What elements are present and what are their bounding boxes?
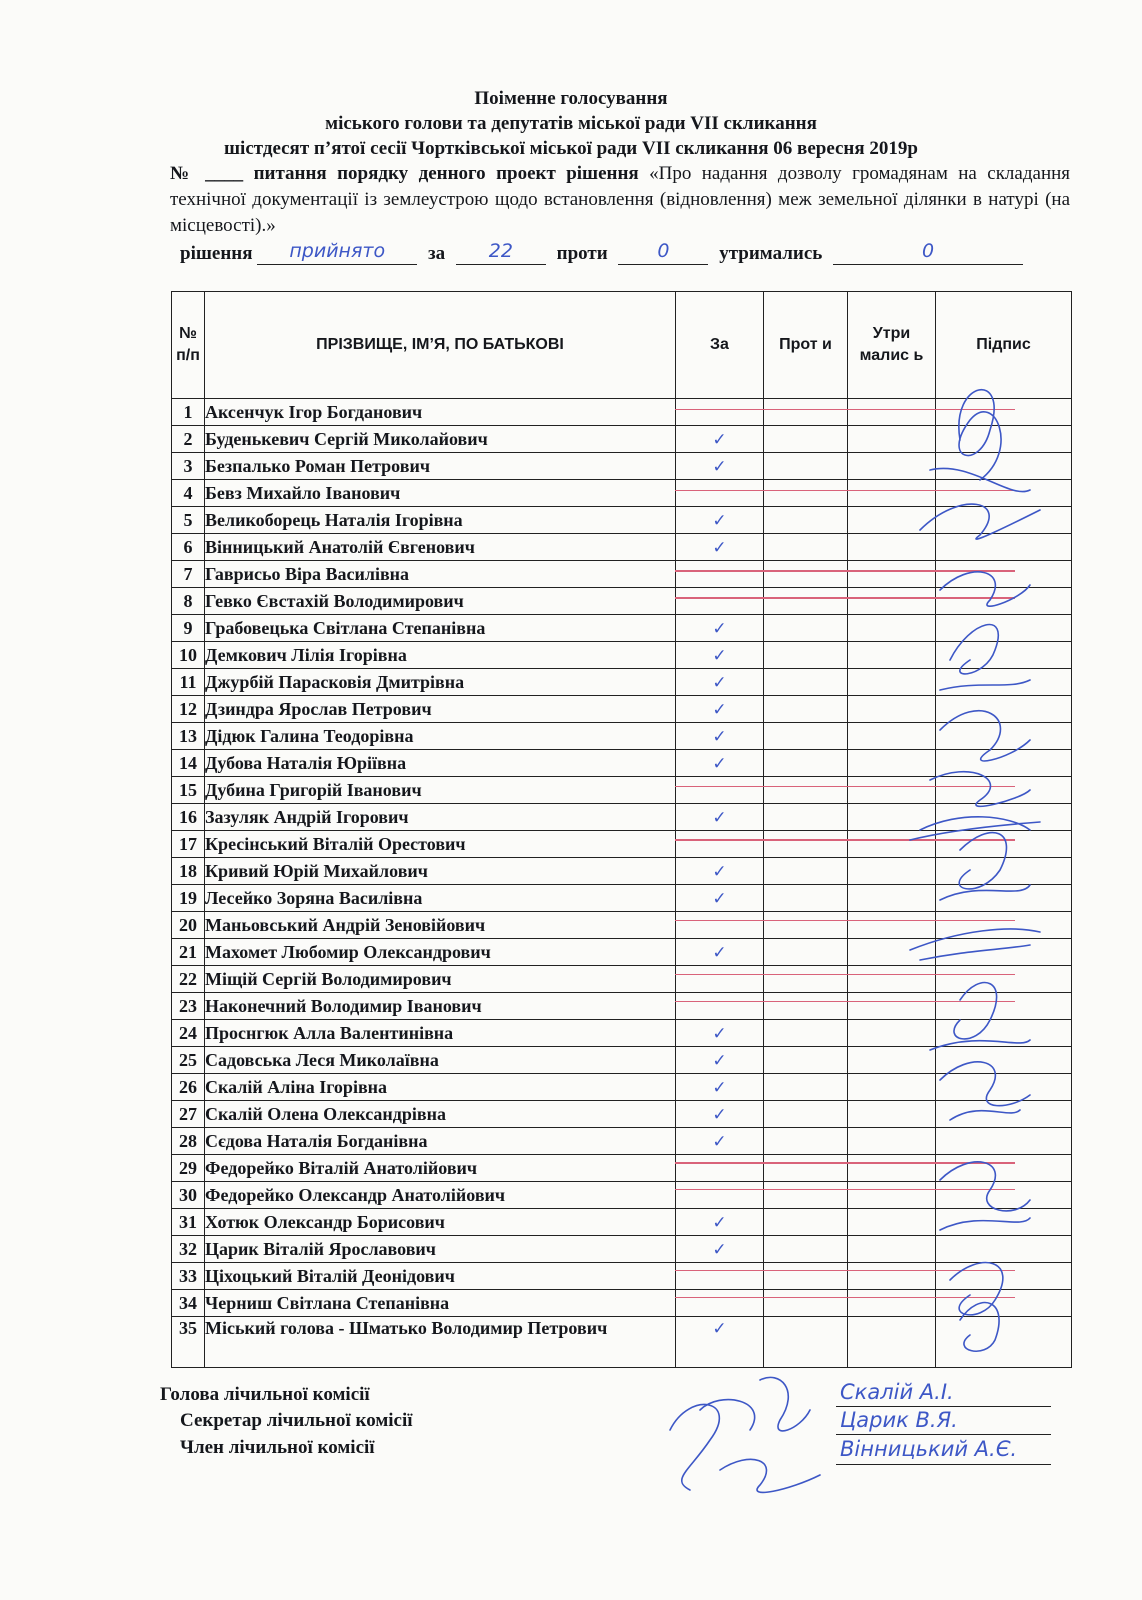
row-number: 5: [172, 507, 205, 534]
abstained-value: 0: [833, 240, 1023, 265]
header-abstained: Утри малис ь: [848, 292, 936, 399]
signature-scribbles: [900, 360, 1050, 1370]
check-mark-icon: ✓: [712, 726, 727, 747]
deputy-name: Федорейко Олександр Анатолійович: [205, 1182, 676, 1209]
vote-against-cell: [764, 804, 848, 831]
check-mark-icon: ✓: [712, 510, 727, 531]
chair-signature-name: Скалій А.І.: [840, 1380, 954, 1404]
deputy-name: Буденькевич Сергій Миколайович: [205, 426, 676, 453]
check-mark-icon: ✓: [712, 807, 727, 828]
vote-against-cell: [764, 1128, 848, 1155]
vote-against-cell: [764, 480, 848, 507]
vote-for-cell: [676, 534, 764, 561]
deputy-name: Федорейко Віталій Анатолійович: [205, 1155, 676, 1182]
vote-for-cell: [676, 642, 764, 669]
vote-against-cell: [764, 1020, 848, 1047]
item-number-prefix: № ____: [170, 163, 244, 184]
deputy-name: Зазуляк Андрій Ігорович: [205, 804, 676, 831]
member-label: Член лічильної комісії: [180, 1437, 375, 1458]
vote-against-cell: [764, 1209, 848, 1236]
check-mark-icon: ✓: [712, 618, 727, 639]
row-number: 27: [172, 1101, 205, 1128]
vote-for-cell: [676, 966, 764, 993]
document-subtitle: міського голови та депутатів міської ради VII скликання: [325, 113, 817, 134]
deputy-name: Міщій Сергій Володимирович: [205, 966, 676, 993]
document-title: Поіменне голосування: [474, 88, 668, 109]
row-number: 12: [172, 696, 205, 723]
vote-against-cell: [764, 885, 848, 912]
row-number: 31: [172, 1209, 205, 1236]
against-label: проти: [556, 243, 608, 264]
vote-for-cell: [676, 1128, 764, 1155]
vote-for-cell: [676, 885, 764, 912]
row-number: 14: [172, 750, 205, 777]
row-number: 26: [172, 1074, 205, 1101]
vote-against-cell: [764, 1236, 848, 1263]
header-against: Прот и: [764, 292, 848, 399]
check-mark-icon: ✓: [712, 861, 727, 882]
deputy-name: Хотюк Олександр Борисович: [205, 1209, 676, 1236]
row-number: 15: [172, 777, 205, 804]
vote-against-cell: [764, 966, 848, 993]
session-line: шістдесят п’ятої сесії Чортківської міської ради VII скликання 06 вересня 2019р: [224, 138, 918, 159]
vote-against-cell: [764, 588, 848, 615]
vote-for-cell: [676, 669, 764, 696]
vote-for-cell: [676, 1182, 764, 1209]
check-mark-icon: ✓: [712, 1131, 727, 1152]
deputy-name: Великоборець Наталія Ігорівна: [205, 507, 676, 534]
row-number: 17: [172, 831, 205, 858]
vote-for-cell: [676, 939, 764, 966]
check-mark-icon: ✓: [712, 1239, 727, 1260]
deputy-name: Міський голова - Шматько Володимир Петрович: [205, 1317, 676, 1368]
deputy-name: Лесейко Зоряна Василівна: [205, 885, 676, 912]
vote-for-cell: [676, 615, 764, 642]
vote-against-cell: [764, 858, 848, 885]
deputy-name: Кривий Юрій Михайлович: [205, 858, 676, 885]
vote-for-cell: [676, 723, 764, 750]
row-number: 4: [172, 480, 205, 507]
deputy-name: Наконечний Володимир Іванович: [205, 993, 676, 1020]
vote-against-cell: [764, 696, 848, 723]
vote-against-cell: [764, 399, 848, 426]
row-number: 3: [172, 453, 205, 480]
check-mark-icon: ✓: [712, 645, 727, 666]
row-number: 30: [172, 1182, 205, 1209]
vote-against-cell: [764, 642, 848, 669]
vote-for-cell: [676, 453, 764, 480]
deputy-name: Садовська Леся Миколаївна: [205, 1047, 676, 1074]
check-mark-icon: ✓: [712, 1050, 727, 1071]
deputy-name: Гевко Євстахій Володимирович: [205, 588, 676, 615]
row-number: 33: [172, 1263, 205, 1290]
row-number: 24: [172, 1020, 205, 1047]
vote-against-cell: [764, 1074, 848, 1101]
row-number: 19: [172, 885, 205, 912]
vote-for-cell: [676, 1290, 764, 1317]
vote-for-cell: [676, 1047, 764, 1074]
vote-for-cell: [676, 1074, 764, 1101]
question-text: [170, 161, 1070, 239]
deputy-name: Дубова Наталія Юріївна: [205, 750, 676, 777]
vote-against-cell: [764, 939, 848, 966]
check-mark-icon: ✓: [712, 942, 727, 963]
vote-for-cell: [676, 1101, 764, 1128]
vote-for-cell: [676, 588, 764, 615]
vote-for-cell: [676, 804, 764, 831]
agenda-lead: питання порядку денного проект рішення: [253, 163, 639, 184]
abstained-label: утримались: [719, 243, 823, 264]
deputy-name: Демкович Лілія Ігорівна: [205, 642, 676, 669]
vote-against-cell: [764, 453, 848, 480]
commission-signatures: [650, 1370, 830, 1500]
check-mark-icon: ✓: [712, 1319, 727, 1339]
secretary-signature-line: [836, 1434, 1051, 1435]
deputy-name: Скалій Олена Олександрівна: [205, 1101, 676, 1128]
vote-against-cell: [764, 750, 848, 777]
row-number: 32: [172, 1236, 205, 1263]
vote-for-cell: [676, 831, 764, 858]
deputy-name: Дідюк Галина Теодорівна: [205, 723, 676, 750]
vote-for-cell: [676, 1020, 764, 1047]
row-number: 35: [172, 1317, 205, 1368]
header-name: ПРІЗВИЩЕ, ІМ’Я, ПО БАТЬКОВІ: [205, 292, 676, 399]
row-number: 22: [172, 966, 205, 993]
vote-for-cell: [676, 507, 764, 534]
header-number: № п/п: [172, 292, 205, 399]
row-number: 20: [172, 912, 205, 939]
check-mark-icon: ✓: [712, 1077, 727, 1098]
row-number: 18: [172, 858, 205, 885]
row-number: 8: [172, 588, 205, 615]
decision-line: [180, 240, 1023, 265]
deputy-name: Безпалько Роман Петрович: [205, 453, 676, 480]
check-mark-icon: ✓: [712, 1104, 727, 1125]
deputy-name: Ціхоцький Віталій Деонідович: [205, 1263, 676, 1290]
row-number: 10: [172, 642, 205, 669]
vote-for-cell: [676, 1236, 764, 1263]
vote-for-cell: [676, 561, 764, 588]
vote-against-cell: [764, 507, 848, 534]
row-number: 21: [172, 939, 205, 966]
check-mark-icon: ✓: [712, 1212, 727, 1233]
header-signature: Підпис: [936, 292, 1072, 399]
check-mark-icon: ✓: [712, 456, 727, 477]
vote-for-cell: [676, 777, 764, 804]
deputy-name: Махомет Любомир Олександрович: [205, 939, 676, 966]
vote-for-cell: [676, 1263, 764, 1290]
row-number: 11: [172, 669, 205, 696]
row-number: 13: [172, 723, 205, 750]
vote-against-cell: [764, 1182, 848, 1209]
deputy-name: Дубина Григорій Іванович: [205, 777, 676, 804]
vote-for-cell: [676, 858, 764, 885]
vote-against-cell: [764, 561, 848, 588]
deputy-name: Черниш Світлана Степанівна: [205, 1290, 676, 1317]
check-mark-icon: ✓: [712, 888, 727, 909]
check-mark-icon: ✓: [712, 753, 727, 774]
row-number: 29: [172, 1155, 205, 1182]
vote-for-cell: [676, 426, 764, 453]
header-for: За: [676, 292, 764, 399]
row-number: 28: [172, 1128, 205, 1155]
row-number: 2: [172, 426, 205, 453]
vote-against-cell: [764, 723, 848, 750]
deputy-name: Кресінський Віталій Орестович: [205, 831, 676, 858]
for-label: за: [428, 243, 446, 264]
row-number: 9: [172, 615, 205, 642]
vote-for-cell: [676, 399, 764, 426]
vote-against-cell: [764, 1317, 848, 1368]
member-signature-name: Вінницький А.Є.: [840, 1437, 1018, 1461]
vote-for-cell: [676, 1155, 764, 1182]
row-number: 25: [172, 1047, 205, 1074]
check-mark-icon: ✓: [712, 1023, 727, 1044]
row-number: 34: [172, 1290, 205, 1317]
deputy-name: Аксенчук Ігор Богданович: [205, 399, 676, 426]
vote-for-cell: [676, 696, 764, 723]
check-mark-icon: ✓: [712, 699, 727, 720]
row-number: 16: [172, 804, 205, 831]
vote-for-cell: [676, 750, 764, 777]
deputy-name: Проснгюк Алла Валентинівна: [205, 1020, 676, 1047]
vote-for-cell: [676, 1317, 764, 1368]
against-value: 0: [618, 240, 708, 265]
row-number: 1: [172, 399, 205, 426]
check-mark-icon: ✓: [712, 429, 727, 450]
check-mark-icon: ✓: [712, 672, 727, 693]
check-mark-icon: ✓: [712, 537, 727, 558]
vote-against-cell: [764, 912, 848, 939]
deputy-name: Бевз Михайло Іванович: [205, 480, 676, 507]
member-signature-line: [836, 1464, 1051, 1465]
vote-against-cell: [764, 534, 848, 561]
vote-against-cell: [764, 831, 848, 858]
deputy-name: Джурбій Парасковія Дмитрівна: [205, 669, 676, 696]
vote-against-cell: [764, 1155, 848, 1182]
vote-against-cell: [764, 615, 848, 642]
vote-against-cell: [764, 426, 848, 453]
row-number: 7: [172, 561, 205, 588]
vote-against-cell: [764, 669, 848, 696]
secretary-signature-name: Царик В.Я.: [840, 1408, 958, 1432]
decision-label: рішення: [180, 243, 253, 264]
decision-value: прийнято: [257, 240, 417, 265]
vote-for-cell: [676, 480, 764, 507]
vote-against-cell: [764, 1263, 848, 1290]
vote-against-cell: [764, 993, 848, 1020]
deputy-name: Вінницький Анатолій Євгенович: [205, 534, 676, 561]
deputy-name: Скалій Аліна Ігорівна: [205, 1074, 676, 1101]
deputy-name: Царик Віталій Ярославович: [205, 1236, 676, 1263]
question-title: «Про надання дозволу громадянам на складання технічної документації із землеустрою щодо встановлення (відновлення) меж земельної ділянки в натурі (на місцевості).»: [170, 163, 1071, 236]
deputy-name: Маньовський Андрій Зеновійович: [205, 912, 676, 939]
vote-for-cell: [676, 993, 764, 1020]
vote-against-cell: [764, 1101, 848, 1128]
vote-for-cell: [676, 1209, 764, 1236]
chair-label: Голова лічильної комісії: [160, 1384, 370, 1405]
deputy-name: Дзиндра Ярослав Петрович: [205, 696, 676, 723]
deputy-name: Грабовецька Світлана Степанівна: [205, 615, 676, 642]
row-number: 6: [172, 534, 205, 561]
deputy-name: Сєдова Наталія Богданівна: [205, 1128, 676, 1155]
vote-against-cell: [764, 1047, 848, 1074]
vote-against-cell: [764, 777, 848, 804]
vote-against-cell: [764, 1290, 848, 1317]
secretary-label: Секретар лічильної комісії: [180, 1410, 413, 1431]
deputy-name: Гаврисьо Віра Василівна: [205, 561, 676, 588]
for-value: 22: [456, 240, 546, 265]
row-number: 23: [172, 993, 205, 1020]
vote-for-cell: [676, 912, 764, 939]
